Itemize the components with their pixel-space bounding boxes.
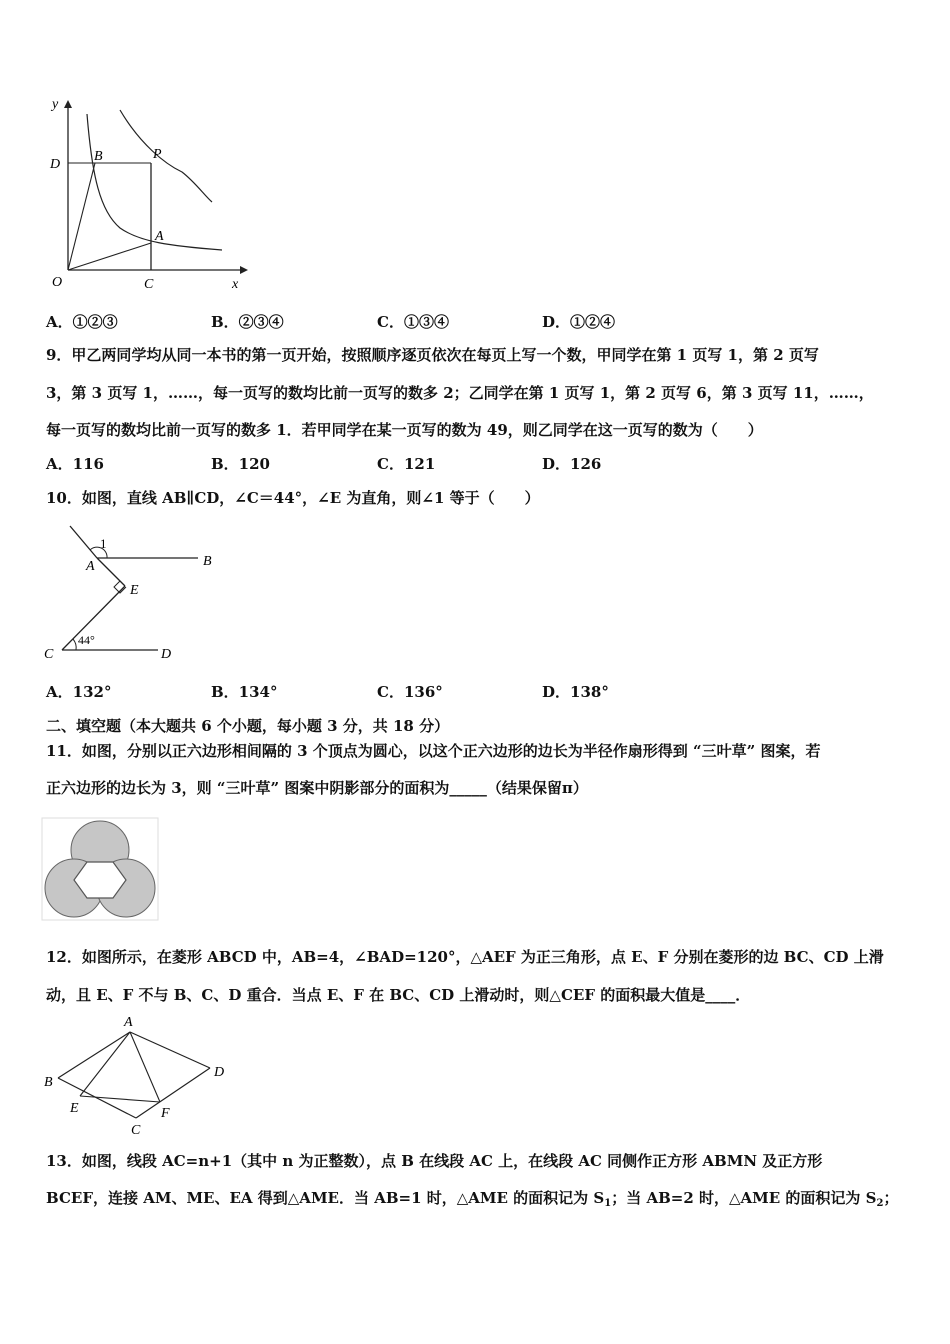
q13-line-2-part-3: ； [883, 1189, 899, 1207]
label-B: B [94, 149, 103, 164]
q10-text: 10．如图，直线 AB∥CD，∠C＝44°，∠E 为直角，则∠1 等于（ ） [46, 489, 540, 507]
q9-option-a[interactable]: A．116 [46, 455, 104, 473]
label-B: B [44, 1075, 53, 1090]
q12-line-1: 12．如图所示，在菱形 ABCD 中，AB=4，∠BAD=120°，△AEF 为正三角形，点 E、F 分别在菱形的边 BC、CD 上滑 [46, 948, 884, 966]
label-C: C [44, 647, 54, 662]
label-E: E [70, 1101, 79, 1116]
q12-line-2: 动，且 E、F 不与 B、C、D 重合．当点 E、F 在 BC、CD 上滑动时，则△CEF 的面积最大值是____． [46, 986, 751, 1004]
q8-figure [40, 96, 260, 296]
q10-option-c[interactable]: C．136° [377, 683, 443, 701]
q13-subscript-2: 2 [876, 1198, 884, 1209]
q13-line-2 [46, 1187, 898, 1209]
q10-option-a[interactable]: A．132° [46, 683, 112, 701]
q8-option-a[interactable]: A．①②③ [46, 313, 118, 331]
q10-option-d[interactable]: D．138° [542, 683, 609, 701]
q9-option-d[interactable]: D．126 [542, 455, 602, 473]
q8-option-d[interactable]: D．①②④ [542, 313, 616, 331]
label-angle: 44° [78, 633, 95, 647]
label-C: C [131, 1123, 141, 1138]
q11-line-1: 11．如图，分别以正六边形相间隔的 3 个顶点为圆心，以这个正六边形的边长为半径作扇形得到 “三叶草” 图案，若 [46, 742, 821, 760]
q11-figure [42, 818, 162, 922]
q13-line-1: 13．如图，线段 AC=n+1（其中 n 为正整数），点 B 在线段 AC 上，在线段 AC 同侧作正方形 ABMN 及正方形 [46, 1152, 823, 1170]
label-y: y [52, 97, 59, 112]
q9-line-2: 3，第 3 页写 1，……，每一页写的数均比前一页写的数多 2；乙同学在第 1 页写 1，第 2 页写 6，第 3 页写 11，……， [46, 384, 874, 402]
q13-line-2-part-2: ；当 AB=2 时，△AME 的面积记为 S [611, 1189, 877, 1207]
label-D: D [50, 157, 61, 172]
label-B: B [203, 554, 212, 569]
q9-option-b[interactable]: B．120 [211, 455, 270, 473]
q9-line-1: 9．甲乙两同学均从同一本书的第一页开始，按照顺序逐页依次在每页上写一个数，甲同学在第 1 页写 1，第 2 页写 [46, 346, 819, 364]
q10-figure [40, 520, 240, 670]
label-A: A [86, 559, 95, 574]
q11-line-2: 正六边形的边长为 3，则 “三叶草” 图案中阴影部分的面积为_____（结果保留π） [46, 779, 588, 797]
label-D: D [214, 1065, 225, 1080]
label-F: F [161, 1106, 170, 1121]
label-A: A [124, 1015, 133, 1030]
q12-figure [40, 1012, 240, 1140]
label-x: x [232, 277, 239, 292]
q8-option-c[interactable]: C．①③④ [377, 313, 449, 331]
label-E: E [130, 583, 139, 598]
q10-option-b[interactable]: B．134° [211, 683, 278, 701]
q9-line-3: 每一页写的数均比前一页写的数多 1．若甲同学在某一页写的数为 49，则乙同学在这一页写的数为（ ） [46, 421, 763, 439]
label-A: A [155, 229, 164, 244]
q9-option-c[interactable]: C．121 [377, 455, 436, 473]
label-1: 1 [100, 536, 107, 551]
q8-option-b[interactable]: B．②③④ [211, 313, 284, 331]
label-C: C [144, 277, 154, 292]
label-P: P [153, 147, 162, 162]
label-D: D [161, 647, 172, 662]
q13-subscript-1: 1 [604, 1198, 612, 1209]
q13-line-2-part-1: BCEF，连接 AM、ME、EA 得到△AME．当 AB=1 时，△AME 的面积记为 S [46, 1189, 605, 1207]
section-heading: 二、填空题（本大题共 6 个小题，每小题 3 分，共 18 分） [46, 717, 450, 735]
label-O: O [52, 275, 63, 290]
